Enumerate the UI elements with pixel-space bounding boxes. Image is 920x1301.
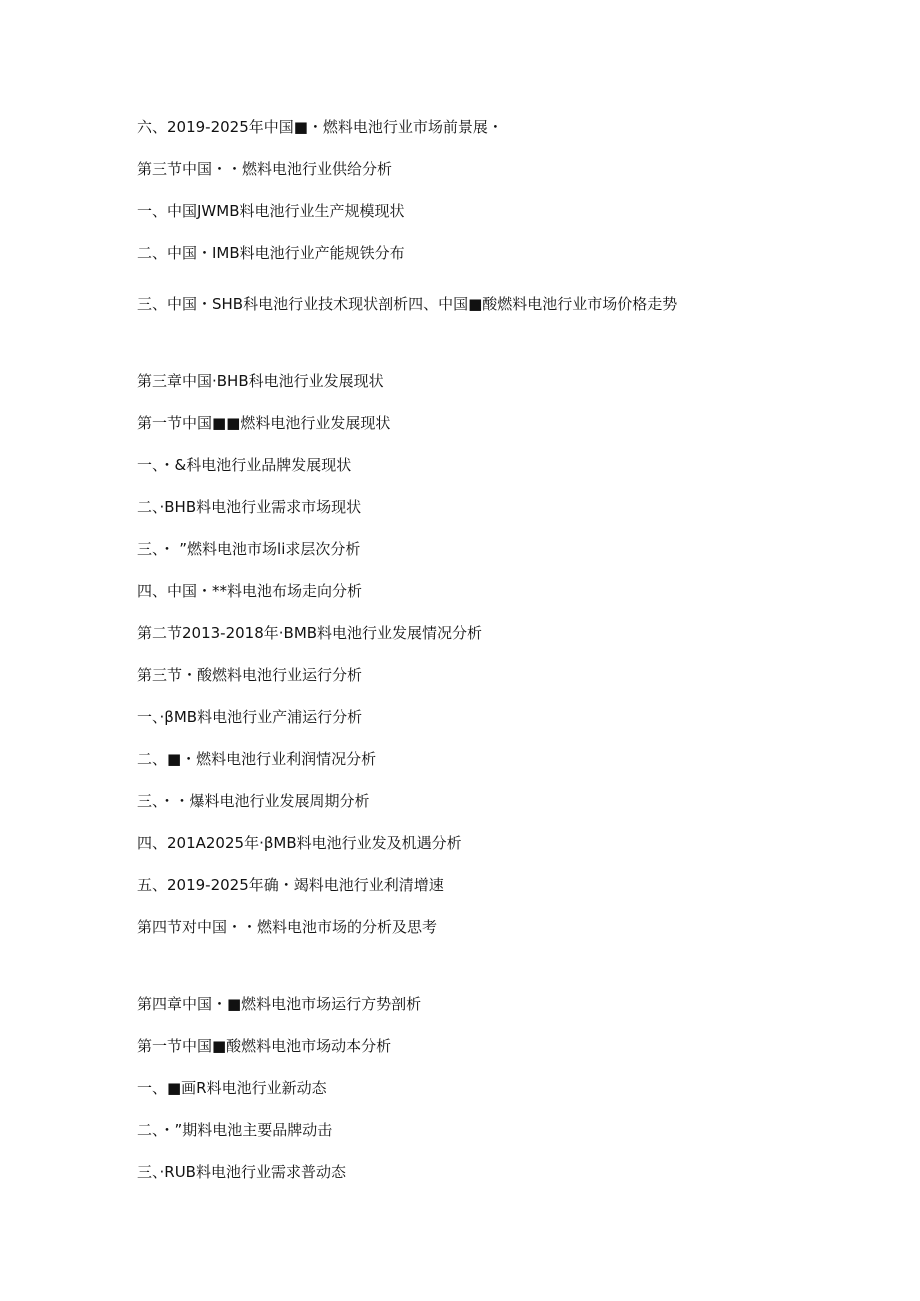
toc-line: 三、·RUB料电池行业需求普动态 xyxy=(137,1163,346,1181)
toc-line: 二、・”期料电池主要品牌动击 xyxy=(137,1121,333,1139)
toc-line: 六、2019-2025年中国■・燃料电池行业市场前景展・ xyxy=(137,118,503,136)
toc-line: 二、·BHB料电池行业需求市场现状 xyxy=(137,498,362,516)
toc-line: 三、・・爆料电池行业发展周期分析 xyxy=(137,792,370,810)
toc-line: 二、中国・IMB料电池行业产能规铁分布 xyxy=(137,244,405,262)
toc-line: 二、■・燃料电池行业利润情况分析 xyxy=(137,750,377,768)
toc-line: 三、・ ”燃料电池市场li求层次分析 xyxy=(137,540,361,558)
toc-line: 第一节中国■■燃料电池行业发展现状 xyxy=(137,414,391,432)
toc-line: 第三节・酸燃料电池行业运行分析 xyxy=(137,666,363,684)
toc-line: 第三节中国・・燃料电池行业供给分析 xyxy=(137,160,393,178)
toc-line: 一、・&科电池行业品牌发展现状 xyxy=(137,456,352,474)
chapter-heading: 第三章中国·BHB科电池行业发展现状 xyxy=(137,372,384,390)
toc-line: 一、中国JWMB料电池行业生产规模现状 xyxy=(137,202,405,220)
chapter-heading: 第四章中国・■燃料电池市场运行方势剖析 xyxy=(137,995,422,1013)
toc-line: 四、中国・**料电池布场走向分析 xyxy=(137,582,363,600)
toc-line: 一、■画R料电池行业新动态 xyxy=(137,1079,327,1097)
toc-line: 第一节中国■酸燃料电池市场动本分析 xyxy=(137,1037,392,1055)
toc-line: 五、2019-2025年确・竭料电池行业利清增速 xyxy=(137,876,444,894)
toc-line: 第四节对中国・・燃料电池市场的分析及思考 xyxy=(137,918,438,936)
toc-line: 第二节2013-2018年·BMB料电池行业发展情况分析 xyxy=(137,624,483,642)
toc-line: 一、·βMB料电池行业产浦运行分析 xyxy=(137,708,363,726)
toc-line: 三、中国・SHB科电池行业技术现状剖析四、中国■酸燃料电池行业市场价格走势 xyxy=(137,295,678,313)
toc-line: 四、201A2025年·βMB料电池行业发及机遇分析 xyxy=(137,834,462,852)
